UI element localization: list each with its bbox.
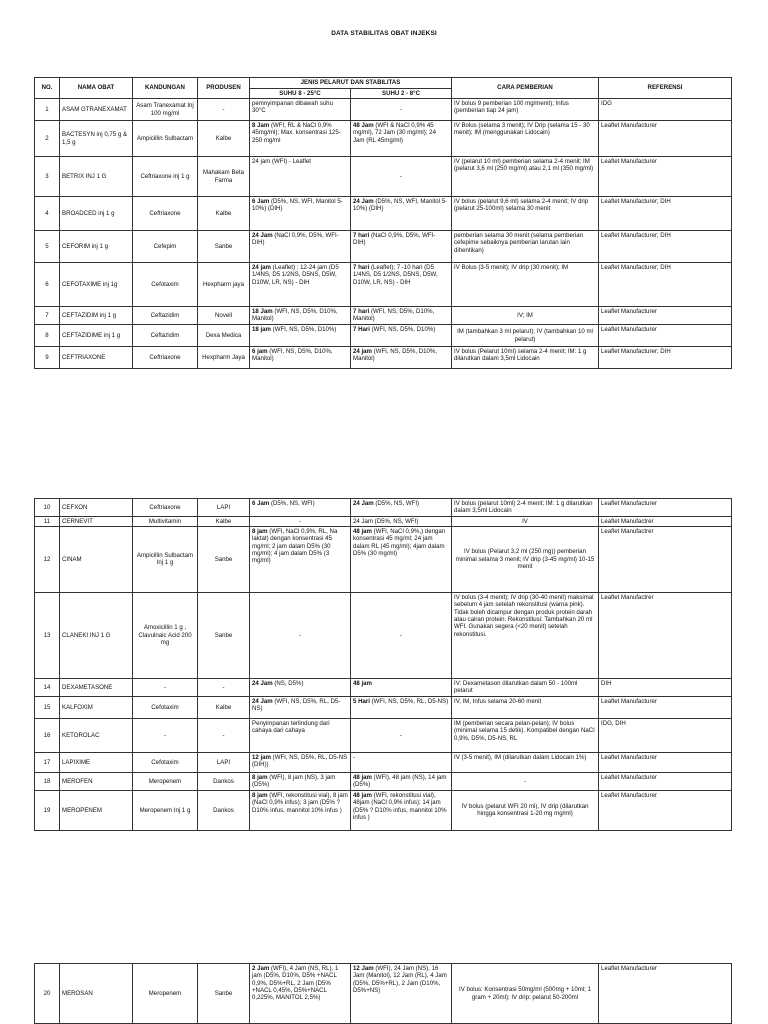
stability-detail: (NS, D5%)	[272, 679, 304, 687]
row-referensi: Leaflet Manufactrer	[599, 526, 732, 592]
row-referensi: Leaflet Manufacturer	[599, 157, 732, 197]
row-suhu-2-8	[351, 678, 452, 696]
row-kandungan: Meropenem Inj 1 g	[133, 790, 198, 830]
stability-detail: (WFI, NS, D5%, RL, D5-NS)	[252, 697, 341, 713]
stability-detail: (WFI, NS, D5%, D10%, Manitol)	[353, 348, 437, 363]
row-suhu-8-25	[250, 790, 351, 830]
row-suhu-2-8	[351, 157, 452, 197]
row-suhu-8-25	[250, 121, 351, 157]
row-cara-pemberian: IV bolus (3-4 menit); IV drip (30-40 menit) maksimal sebelum 4 jam setelah rekonstitusi (warna pink). Tidak boleh dicampur dengan produk protein darah atau cairan protein. Rekonstitusi: Tambahkan 20 ml WFI. Gunakan segera (<20 menit) setelah rekonstitusi.	[452, 592, 599, 678]
stability-duration: 18 Jam	[252, 308, 273, 315]
table-row	[35, 307, 732, 325]
table-row	[35, 516, 732, 526]
row-suhu-8-25	[250, 718, 351, 752]
stability-duration: 48 jam	[353, 527, 372, 535]
row-suhu-8-25	[250, 696, 351, 718]
table-row	[35, 347, 732, 369]
header-kandungan: KANDUNGAN	[133, 78, 198, 99]
row-cara-pemberian: IV: Dexametason dilarutkan dalam 50 - 100ml pelarut	[452, 678, 599, 696]
stability-duration: 7 Hari	[353, 326, 370, 333]
row-kandungan: Cefotaxim	[133, 752, 198, 772]
stability-detail: -	[298, 631, 302, 639]
row-produsen: Sanbe	[198, 592, 250, 678]
row-nama-obat: CINAM	[60, 526, 133, 592]
row-kandungan: Ceftriaxone	[133, 347, 198, 369]
stability-duration: 24 Jam	[252, 679, 273, 687]
row-referensi: Leaflet Manufacturer; DIH	[599, 347, 732, 369]
stability-detail: (NaCl 0,9%, D5%, WFI- DIH)	[353, 232, 436, 247]
row-cara-pemberian: IV (pelarut 10 ml) pemberian selama 2-4 menit; IM (pelarut 3,6 ml (250 mg/ml) atau 2,1 ml (350 mg/ml)	[452, 157, 599, 197]
row-referensi: Leaflet Manufacturer; DIH	[599, 197, 732, 231]
table-row	[35, 964, 732, 1024]
stability-detail: (WFI, NS, D5%, RL, D5-NS (DIH))	[252, 753, 348, 769]
stability-detail: (NaCl 0,9%, D5%, WFI- DIH)	[252, 232, 339, 247]
table-row	[35, 592, 732, 678]
row-no: 9	[35, 347, 60, 369]
stability-duration: 8 jam	[252, 527, 268, 535]
row-no: 6	[35, 263, 60, 307]
header-no: NO.	[35, 78, 60, 99]
table-row	[35, 718, 732, 752]
stability-duration: 6 Jam	[252, 500, 270, 507]
row-suhu-8-25	[250, 752, 351, 772]
row-suhu-2-8	[351, 197, 452, 231]
row-cara-pemberian: IV Bolus (selama 3 menit); IV Drip (selama 15 - 30 menit); IM (menggunakan Lidocain)	[452, 121, 599, 157]
stability-detail: -	[353, 753, 356, 761]
row-suhu-8-25	[250, 307, 351, 325]
header-row	[35, 78, 732, 89]
row-referensi: Leaflet Manufacturer	[599, 499, 732, 517]
header-cara-pemberian: CARA PEMBERIAN	[452, 78, 599, 99]
stability-duration: 24 jam	[353, 348, 372, 355]
row-suhu-8-25	[250, 772, 351, 790]
table-row	[35, 157, 732, 197]
row-suhu-8-25	[250, 516, 351, 526]
row-suhu-8-25	[250, 964, 351, 1024]
row-produsen: Kalbe	[198, 516, 250, 526]
row-nama-obat: CEFXON	[60, 499, 133, 517]
row-referensi: Leaflet Manufacturer	[599, 325, 732, 347]
stability-detail: (WFI, rekonstitusi vial), 8 jam (NaCl 0,9% infus); 3 jam (D5% ? D10% infus, mannitol 10% infus )	[252, 791, 348, 814]
row-suhu-2-8	[351, 231, 452, 263]
row-produsen: Hexpharm Jaya	[198, 347, 250, 369]
row-suhu-8-25	[250, 325, 351, 347]
row-suhu-8-25	[250, 499, 351, 517]
row-cara-pemberian: pemberian selama 30 menit (selama pemberian cefepime sebaiknya pemberian larutan lain dihentikan)	[452, 231, 599, 263]
stability-duration: 24 Jam	[252, 232, 273, 239]
row-no: 3	[35, 157, 60, 197]
stability-detail: (WFI, NS, D5%, RL, D5-NS)	[369, 697, 449, 705]
stability-detail: (WFI, NS, D5%, D10%, Manitol)	[252, 348, 333, 363]
row-kandungan: Ampicillin Sulbactam	[133, 121, 198, 157]
row-suhu-2-8	[351, 696, 452, 718]
row-nama-obat: CEFORIM inj 1 g	[60, 231, 133, 263]
row-no: 17	[35, 752, 60, 772]
stability-duration: 7 hari	[353, 308, 370, 315]
row-nama-obat: BACTESYN inj 0,75 g & 1,5 g	[60, 121, 133, 157]
row-produsen: Sanbe	[198, 231, 250, 263]
stability-duration: 24 jam	[252, 264, 271, 271]
row-kandungan: Cefotaxim	[133, 263, 198, 307]
stability-detail: (D5%, NS, WFI)	[373, 500, 420, 507]
stability-detail: (WFI, NS, D5%, D10%, Manitol)	[353, 308, 435, 323]
row-no: 20	[35, 964, 60, 1024]
row-kandungan: -	[133, 718, 198, 752]
row-suhu-2-8	[351, 99, 452, 121]
row-referensi: Leaflet Manufacturer	[599, 752, 732, 772]
stability-duration: 6 jam	[252, 348, 268, 355]
table-row	[35, 696, 732, 718]
stability-detail: -	[399, 105, 403, 113]
table-row	[35, 263, 732, 307]
row-no: 14	[35, 678, 60, 696]
row-referensi: IDG	[599, 99, 732, 121]
row-kandungan: Ceftriaxone	[133, 197, 198, 231]
row-suhu-2-8	[351, 263, 452, 307]
stability-detail: pemnyimpanan dibawah suhu 30°C	[252, 100, 333, 115]
row-suhu-2-8	[351, 790, 452, 830]
row-nama-obat: BETRIX INJ 1 G	[60, 157, 133, 197]
row-cara-pemberian: IV bolus: Konsentrasi 50mg/ml (500mg + 10ml; 1 gram + 20ml); IV drip: pelarut 50-200ml	[452, 964, 599, 1024]
stability-detail: (D5%, NS, WFI, Manitol 5-10%) (DIH)	[353, 198, 448, 213]
row-kandungan: Meropenem	[133, 772, 198, 790]
row-cara-pemberian: IM (pemberian secara pelan-pelan); IV bolus (minimal selama 15 detik). Kompatibel dengan NaCl 0,9%, D5%, D5-NS, RL	[452, 718, 599, 752]
row-suhu-2-8	[351, 772, 452, 790]
row-produsen: -	[198, 678, 250, 696]
row-referensi: Leaflet Manufacturer	[599, 964, 732, 1024]
row-produsen: Sanbe	[198, 964, 250, 1024]
row-nama-obat: DEXAMETASONE	[60, 678, 133, 696]
row-produsen: Kalbe	[198, 197, 250, 231]
row-produsen: Kalbe	[198, 696, 250, 718]
stability-duration: 2 Jam	[252, 965, 270, 972]
stability-detail: (WFI, NS, D5%, D10%)	[369, 326, 436, 333]
row-referensi: Leaflet Manufacturer	[599, 307, 732, 325]
stability-detail: (WFI), 24 Jam (NS), 16 Jam (Manitol), 12 Jam (RL), 4 Jam (D5%, D5%+RL), 2 Jam (D10%, D5%+NS)	[353, 965, 447, 994]
stability-detail: (WFI, NaCl 0,9%, RL, Na laktat) dengan konsentrasi 45 mg/ml; 2 jam dalam D5% (30 mg/ml); 4 jam dalam D5% (3 mg/ml)	[252, 527, 338, 565]
header-suhu-2-8: SUHU 2 - 8°C	[351, 88, 452, 99]
row-suhu-8-25	[250, 231, 351, 263]
row-nama-obat: CEFOTAXIME inj 1g	[60, 263, 133, 307]
row-nama-obat: ASAM GTRANEXAMAT	[60, 99, 133, 121]
row-cara-pemberian: IV	[452, 516, 599, 526]
row-produsen: -	[198, 718, 250, 752]
row-suhu-2-8	[351, 718, 452, 752]
row-cara-pemberian: IM (tambahkan 3 ml pelarut); IV (tambahkan 10 ml pelarut)	[452, 325, 599, 347]
stability-detail: Penyimpanan terlindung dari cahaya dari cahaya	[252, 719, 330, 735]
row-suhu-2-8	[351, 121, 452, 157]
row-suhu-2-8	[351, 752, 452, 772]
stability-duration: 7 hari	[353, 264, 370, 271]
row-no: 11	[35, 516, 60, 526]
row-kandungan: Multivitamin	[133, 516, 198, 526]
row-referensi: DIH	[599, 678, 732, 696]
stability-detail: (WFI, RL & NaCl 0,9% 45mg/ml); Max. konsentrasi 125-250 mg/ml	[252, 122, 341, 144]
table-row	[35, 678, 732, 696]
row-produsen: Dankos	[198, 772, 250, 790]
row-no: 13	[35, 592, 60, 678]
stability-detail: -	[399, 172, 403, 180]
row-nama-obat: KETOROLAC	[60, 718, 133, 752]
row-suhu-8-25	[250, 592, 351, 678]
row-kandungan: Ceftriaxone	[133, 499, 198, 517]
row-kandungan: Cefotaxim	[133, 696, 198, 718]
stability-detail: (WFI, rekonstitusi vial), 48jam (NaCl 0,9% infus); 14 jam (D5% ? D10% infus, mannitol 10% infus )	[353, 791, 447, 821]
row-nama-obat: LAPIXIME	[60, 752, 133, 772]
stability-detail: 24 Jam (D5%, NS, WFI)	[353, 517, 419, 525]
row-produsen: Sanbe	[198, 526, 250, 592]
table-row	[35, 790, 732, 830]
row-cara-pemberian: IV Bolus (3-5 menit); IV drip (30 menit); IM	[452, 263, 599, 307]
row-suhu-8-25	[250, 678, 351, 696]
stability-duration: 48 jam	[353, 679, 372, 687]
stability-duration: 6 Jam	[252, 198, 270, 205]
table-row	[35, 231, 732, 263]
row-kandungan: Meropenem	[133, 964, 198, 1024]
header-jenis-pelarut: JENIS PELARUT DAN STABILITAS	[250, 78, 452, 89]
row-no: 2	[35, 121, 60, 157]
row-suhu-8-25	[250, 263, 351, 307]
row-suhu-2-8	[351, 307, 452, 325]
row-cara-pemberian: IV bolus (pelarut WFI 20 ml), IV drip (dilarutkan hingga konsentrasi 1-20 mg mg/ml)	[452, 790, 599, 830]
stability-duration: 8 jam	[252, 773, 268, 781]
row-produsen: Hexpharm jaya	[198, 263, 250, 307]
row-referensi: Leaflet Manufacturer; DIH	[599, 231, 732, 263]
stability-duration: 18 jam	[252, 326, 271, 333]
row-suhu-8-25	[250, 157, 351, 197]
stability-duration: 12 jam	[252, 753, 271, 761]
stability-detail: 24 jam (WFI) - Leaflet	[252, 158, 311, 165]
row-cara-pemberian: IV bolus 9 pemberian 100 mg/menit); Infus (pemberian tiap 24 jam)	[452, 99, 599, 121]
row-no: 10	[35, 499, 60, 517]
stability-table-part-1	[34, 77, 732, 369]
row-suhu-8-25	[250, 526, 351, 592]
row-kandungan: Cefepim	[133, 231, 198, 263]
row-kandungan: Ceftriaxone inj 1 g	[133, 157, 198, 197]
table-row	[35, 325, 732, 347]
row-no: 12	[35, 526, 60, 592]
stability-duration: 24 Jam	[353, 198, 374, 205]
table-row	[35, 499, 732, 517]
row-cara-pemberian: IV, IM, Infus selama 20-60 menit	[452, 696, 599, 718]
stability-detail: (D5%, NS, WFI)	[269, 500, 315, 507]
header-referensi: REFERENSI	[599, 78, 732, 99]
row-referensi: Leaflet Manufactrer	[599, 592, 732, 678]
row-no: 1	[35, 99, 60, 121]
row-kandungan: Ceftazidim	[133, 325, 198, 347]
stability-duration: 5 Hari	[353, 697, 370, 705]
row-no: 18	[35, 772, 60, 790]
row-referensi: Leaflet Manufacturer	[599, 696, 732, 718]
row-suhu-2-8	[351, 592, 452, 678]
row-nama-obat: BROADCED inj 1 g	[60, 197, 133, 231]
stability-table-part-2	[34, 498, 732, 831]
row-cara-pemberian: IV bolus (Pelarut 3,2 ml (250 mg)) pemberian minimal selama 3 menit; IV drip (3-45 mg/ml) 10-15 menit	[452, 526, 599, 592]
row-suhu-8-25	[250, 347, 351, 369]
row-nama-obat: KALFOXIM	[60, 696, 133, 718]
stability-detail: (WFI), 4 Jam (NS, RL), 1 jam (D5%, D10%, D5% +NACL 0,9%, D5%+RL, 2 Jam (D5% +NACL 0,45%, D5%+NACL 0,225%, MANITOL 2,5%)	[252, 965, 339, 1002]
row-kandungan: Amoxicillin 1 g , Clavulnaic Acid 200 mg	[133, 592, 198, 678]
header-suhu-8-25: SUHU 8 - 25°C	[250, 88, 351, 99]
stability-detail: (WFI, NS, D5%, D10%, Manitol)	[252, 308, 338, 323]
stability-detail: -	[399, 731, 403, 739]
row-nama-obat: MEROFEN	[60, 772, 133, 790]
stability-detail: (D5%, NS, WFI, Manitol 5-10%) (DIH)	[252, 198, 343, 213]
row-no: 16	[35, 718, 60, 752]
row-produsen: Dexa Medica	[198, 325, 250, 347]
row-suhu-2-8	[351, 499, 452, 517]
row-cara-pemberian: IV; IM	[452, 307, 599, 325]
table-row	[35, 772, 732, 790]
stability-detail: (Leaflet); 7 -10 hari (D5 1/4NS, D5 1/2NS, D5NS, D5W, D10W, LR, NS) - DIH	[353, 264, 438, 286]
row-referensi: Leaflet Manufactrer	[599, 516, 732, 526]
stability-detail: (WFI, NaCl 0,9%,) dengan konsentrasi 45 mg/ml; 24 jam dalam RL (45 mg/ml); 4jam dalam D5% (30 mg/ml)	[353, 527, 446, 557]
stability-duration: 7 hari	[353, 232, 370, 239]
row-no: 5	[35, 231, 60, 263]
stability-detail: -	[399, 631, 403, 639]
table-row	[35, 197, 732, 231]
row-referensi: Leaflet Manufacturer	[599, 121, 732, 157]
row-cara-pemberian: IV bolus (pelarut 10ml) 2-4 menit; IM: 1 g dilarutkan dalam 3,5ml Lidocain	[452, 499, 599, 517]
row-suhu-8-25	[250, 99, 351, 121]
row-suhu-8-25	[250, 197, 351, 231]
row-suhu-2-8	[351, 526, 452, 592]
table-row	[35, 752, 732, 772]
row-no: 19	[35, 790, 60, 830]
row-produsen: Novell	[198, 307, 250, 325]
header-produsen: PRODUSEN	[198, 78, 250, 99]
row-nama-obat: CEFTAZIDIM inj 1 g	[60, 307, 133, 325]
stability-duration: 48 Jam	[353, 122, 374, 129]
row-suhu-2-8	[351, 964, 452, 1024]
row-nama-obat: CERNEVIT	[60, 516, 133, 526]
table-row	[35, 121, 732, 157]
row-suhu-2-8	[351, 516, 452, 526]
row-produsen: Mahakam Beta Farma	[198, 157, 250, 197]
stability-detail: -	[298, 517, 302, 525]
stability-detail: (WFI & NaCl 0,9% 45 mg/ml), 72 Jam (30 mg/ml); 24 Jam (RL 45mg/ml)	[353, 122, 436, 144]
stability-duration: 8 jam	[252, 791, 268, 799]
row-kandungan: Ampicillin Sulbactam Inj 1 g	[133, 526, 198, 592]
row-no: 4	[35, 197, 60, 231]
stability-duration: 8 Jam	[252, 122, 270, 129]
table-row	[35, 526, 732, 592]
row-referensi: Leaflet Manufacturer	[599, 790, 732, 830]
row-nama-obat: CEFTAZIDIME inj 1 g	[60, 325, 133, 347]
row-referensi: IDG, DIH	[599, 718, 732, 752]
stability-duration: 12 Jam	[353, 965, 374, 972]
row-nama-obat: CLANEKI INJ 1 G	[60, 592, 133, 678]
row-nama-obat: CEFTRIAXONE	[60, 347, 133, 369]
row-nama-obat: MEROSAN	[60, 964, 133, 1024]
row-kandungan: Ceftazidim	[133, 307, 198, 325]
stability-duration: 48 jam	[353, 773, 372, 781]
stability-table-part-3	[34, 963, 732, 1024]
stability-duration: 24 Jam	[252, 697, 273, 705]
row-produsen: -	[198, 99, 250, 121]
stability-detail: (WFI), 8 jam (NS), 3 jam (D5%)	[252, 773, 336, 789]
row-cara-pemberian: IV (3-5 menit), IM (dilarutkan dalam Lidocain 1%)	[452, 752, 599, 772]
row-produsen: LAPI	[198, 499, 250, 517]
header-nama-obat: NAMA OBAT	[60, 78, 133, 99]
row-nama-obat: MEROPENEM	[60, 790, 133, 830]
row-kandungan: -	[133, 678, 198, 696]
row-cara-pemberian: IV bolus (pelarut 9,6 ml) selama 2-4 menit; IV drip (pelarut 25-100ml) selama 30 menit	[452, 197, 599, 231]
stability-detail: (WFI, NS, D5%, D10%)	[270, 326, 337, 333]
row-produsen: Dankos	[198, 790, 250, 830]
stability-duration: 48 jam	[353, 791, 372, 799]
row-produsen: Kalbe	[198, 121, 250, 157]
row-produsen: LAPI	[198, 752, 250, 772]
row-no: 15	[35, 696, 60, 718]
stability-detail: (Leaflet) ; 12-24 jam (D5 1/4NS, D5 1/2NS, D5NS, D5W, D10W, LR, NS) - DIH	[252, 264, 339, 286]
row-cara-pemberian: -	[452, 772, 599, 790]
row-referensi: Leaflet Manufacturer	[599, 772, 732, 790]
table-row	[35, 99, 732, 121]
row-no: 7	[35, 307, 60, 325]
row-suhu-2-8	[351, 325, 452, 347]
row-cara-pemberian: IV bolus (Pelarut 10ml) selama 2-4 menit; IM: 1 g dilarutkan dalam 3,5ml Lidocain	[452, 347, 599, 369]
page-title: DATA STABILITAS OBAT INJEKSI	[331, 30, 437, 37]
row-suhu-2-8	[351, 347, 452, 369]
row-no: 8	[35, 325, 60, 347]
stability-duration: 24 Jam	[353, 500, 374, 507]
row-referensi: Leaflet Manufacturer; DIH	[599, 263, 732, 307]
row-kandungan: Asam Tranexamat Inj 100 mg/ml	[133, 99, 198, 121]
stability-detail: (WFI), 48 jam (NS), 14 jam (D5%)	[353, 773, 447, 789]
